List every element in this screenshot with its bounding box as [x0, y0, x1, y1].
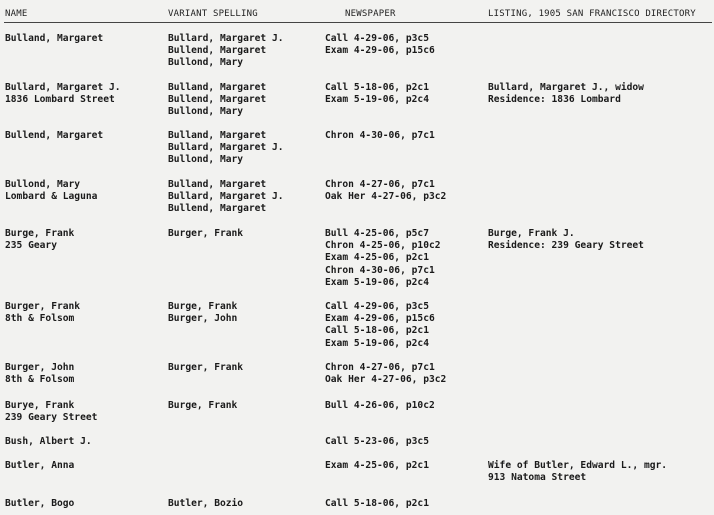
variant-spelling-line: Bullond, Mary — [168, 106, 244, 118]
newspaper-citation-cell — [325, 33, 435, 57]
variant-spelling-cell — [168, 179, 284, 216]
newspaper-citation-line: Call 5-18-06, p2c1 — [325, 325, 429, 337]
newspaper-citation-cell — [325, 400, 435, 412]
variant-spelling-line: Bullend, Margaret — [168, 203, 267, 215]
entry-name-line: Butler, Anna — [5, 460, 75, 471]
entry-name-line: Lombard & Laguna — [5, 191, 98, 203]
directory-listing-cell — [488, 82, 644, 106]
variant-spelling-line: Bullond, Mary — [168, 57, 244, 69]
newspaper-citation-line: Call 5-18-06, p2c1 — [325, 498, 429, 509]
entry-name-cell — [5, 362, 74, 386]
newspaper-citation-line: Call 4-29-06, p3c5 — [325, 301, 429, 312]
newspaper-citation-line: Exam 5-19-06, p2c4 — [325, 94, 429, 106]
variant-spelling-cell — [168, 33, 284, 70]
newspaper-citation-line: Bull 4-25-06, p5c7 — [325, 228, 429, 239]
newspaper-citation-line: Exam 5-19-06, p2c4 — [325, 337, 429, 349]
entry-name-line: Bullard, Margaret J. — [5, 82, 121, 93]
entry-name-cell — [5, 82, 121, 106]
entry-name-cell — [5, 498, 74, 510]
entry-name-cell — [5, 301, 80, 325]
newspaper-citation-cell — [325, 460, 429, 472]
entry-name-line: 239 Geary Street — [5, 412, 98, 424]
newspaper-citation-line: Exam 4-25-06, p2c1 — [325, 460, 429, 471]
entry-name-cell — [5, 400, 97, 424]
newspaper-citation-line: Exam 4-29-06, p15c6 — [325, 313, 435, 325]
variant-spelling-line: Burger, Frank — [168, 362, 244, 373]
newspaper-citation-cell — [325, 130, 435, 142]
variant-spelling-cell — [168, 82, 266, 119]
variant-spelling-cell — [168, 130, 284, 167]
entry-name-cell — [5, 130, 103, 142]
variant-spelling-line: Burger, Frank — [168, 228, 244, 239]
entry-name-cell — [5, 228, 74, 252]
header-newspaper: NEWSPAPER — [345, 9, 396, 19]
variant-spelling-line: Bullard, Margaret J. — [168, 191, 284, 203]
entry-name-cell — [5, 460, 74, 472]
newspaper-citation-line: Bull 4-26-06, p10c2 — [325, 400, 435, 411]
entry-name-line: Burge, Frank — [5, 228, 75, 239]
newspaper-citation-line: Chron 4-25-06, p10c2 — [325, 240, 441, 252]
newspaper-citation-line: Call 5-18-06, p2c1 — [325, 82, 429, 93]
variant-spelling-cell — [168, 362, 243, 374]
newspaper-citation-line: Chron 4-30-06, p7c1 — [325, 130, 435, 141]
directory-listing-line: Wife of Butler, Edward L., mgr. — [488, 460, 668, 471]
newspaper-citation-line: Oak Her 4-27-06, p3c2 — [325, 191, 447, 203]
variant-spelling-line: Bulland, Margaret — [168, 130, 267, 141]
header-variant-spelling: VARIANT SPELLING — [168, 9, 258, 19]
newspaper-citation-line: Call 4-29-06, p3c5 — [325, 33, 429, 44]
entry-name-line: Bulland, Margaret — [5, 33, 104, 44]
variant-spelling-cell — [168, 228, 243, 240]
newspaper-citation-line: Exam 4-29-06, p15c6 — [325, 45, 435, 57]
entry-name-line: 1836 Lombard Street — [5, 94, 115, 106]
newspaper-citation-line: Call 5-23-06, p3c5 — [325, 436, 429, 447]
newspaper-citation-cell — [325, 228, 441, 289]
directory-listing-line: Residence: 239 Geary Street — [488, 240, 644, 252]
directory-listing-line: Burge, Frank J. — [488, 228, 575, 239]
variant-spelling-line: Burge, Frank — [168, 301, 238, 312]
directory-listing-cell — [488, 460, 667, 484]
entry-name-line: Bullond, Mary — [5, 179, 81, 190]
entry-name-line: 235 Geary — [5, 240, 57, 252]
newspaper-citation-line: Chron 4-27-06, p7c1 — [325, 362, 435, 373]
variant-spelling-line: Bullard, Margaret J. — [168, 142, 284, 154]
variant-spelling-line: Bullend, Margaret — [168, 45, 267, 57]
entry-name-cell — [5, 179, 97, 203]
variant-spelling-line: Bullond, Mary — [168, 154, 244, 166]
newspaper-citation-line: Chron 4-27-06, p7c1 — [325, 179, 435, 190]
header-listing: LISTING, 1905 SAN FRANCISCO DIRECTORY — [488, 9, 696, 19]
newspaper-citation-line: Exam 5-19-06, p2c4 — [325, 276, 429, 288]
header-name: NAME — [5, 9, 28, 19]
entry-name-line: Bush, Albert J. — [5, 436, 92, 447]
variant-spelling-line: Burge, Frank — [168, 400, 238, 411]
variant-spelling-line: Butler, Bozio — [168, 498, 244, 509]
header-rule — [4, 22, 712, 23]
variant-spelling-cell — [168, 498, 243, 510]
newspaper-citation-cell — [325, 362, 446, 386]
directory-listing-line: 913 Natoma Street — [488, 472, 587, 484]
variant-spelling-cell — [168, 301, 237, 325]
directory-listing-line: Residence: 1836 Lombard — [488, 94, 621, 106]
entry-name-cell — [5, 436, 92, 448]
newspaper-citation-line: Oak Her 4-27-06, p3c2 — [325, 374, 447, 386]
variant-spelling-line: Bulland, Margaret — [168, 82, 267, 93]
variant-spelling-line: Bulland, Margaret — [168, 179, 267, 190]
entry-name-line: Burye, Frank — [5, 400, 75, 411]
variant-spelling-cell — [168, 400, 237, 412]
variant-spelling-line: Bullend, Margaret — [168, 94, 267, 106]
newspaper-citation-cell — [325, 301, 435, 350]
newspaper-citation-cell — [325, 179, 446, 203]
variant-spelling-line: Bullard, Margaret J. — [168, 33, 284, 44]
directory-listing-cell — [488, 228, 644, 252]
entry-name-line: 8th & Folsom — [5, 374, 75, 386]
entry-name-line: Bullend, Margaret — [5, 130, 104, 141]
entry-name-line: Butler, Bogo — [5, 498, 75, 509]
newspaper-citation-cell — [325, 498, 429, 510]
entry-name-line: 8th & Folsom — [5, 313, 75, 325]
newspaper-citation-cell — [325, 82, 429, 106]
newspaper-citation-line: Exam 4-25-06, p2c1 — [325, 252, 429, 264]
newspaper-citation-cell — [325, 436, 429, 448]
newspaper-citation-line: Chron 4-30-06, p7c1 — [325, 264, 435, 276]
entry-name-cell — [5, 33, 103, 45]
variant-spelling-line: Burger, John — [168, 313, 238, 325]
directory-listing-line: Bullard, Margaret J., widow — [488, 82, 644, 93]
entry-name-line: Burger, John — [5, 362, 75, 373]
entry-name-line: Burger, Frank — [5, 301, 81, 312]
